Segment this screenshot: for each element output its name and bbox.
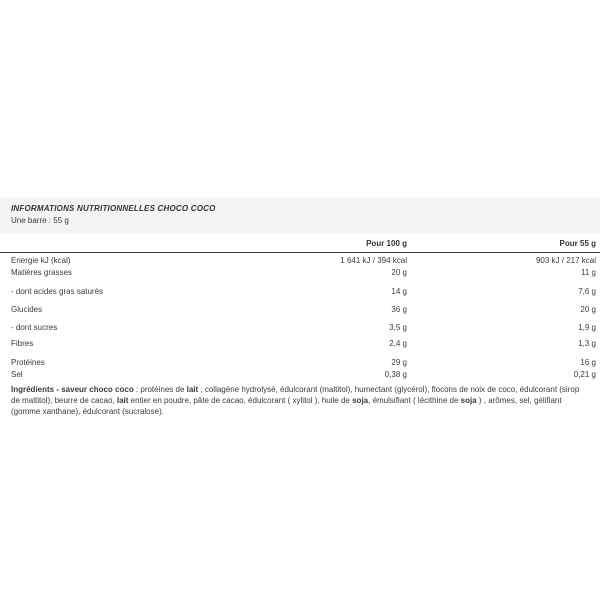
nutrition-content (0, 197, 600, 417)
row-value-per-100g: 29 g (391, 358, 407, 367)
row-label: - dont sucres (11, 323, 58, 332)
table-row-sugars (0, 316, 600, 334)
serving-size: Une barre : 55 g (11, 216, 69, 225)
table-row-protein (0, 350, 600, 369)
row-value-per-55g: 16 g (580, 358, 596, 367)
ingredient-segment: Ingrédients - saveur choco coco (11, 385, 134, 394)
nutrition-header-box (0, 197, 600, 233)
table-row-fat (0, 267, 600, 279)
table-header-row (0, 237, 600, 253)
row-value-per-100g: 1 641 kJ / 394 kcal (340, 256, 407, 265)
ingredient-segment: soja (460, 396, 477, 405)
row-value-per-100g: 0,38 g (384, 370, 407, 379)
table-row-fibre (0, 334, 600, 350)
ingredient-segment: entier en poudre, pâte de cacao, édulcorant ( xylitol ), huile de (128, 396, 353, 405)
table-row-energy (0, 253, 600, 268)
row-value-per-100g: 3,5 g (389, 323, 407, 332)
row-value-per-100g: 36 g (391, 305, 407, 314)
ingredient-segment: lait (186, 385, 199, 394)
row-value-per-55g: 0,21 g (573, 370, 596, 379)
nutrition-title: INFORMATIONS NUTRITIONNELLES CHOCO COCO (11, 204, 216, 213)
row-value-per-55g: 20 g (580, 305, 596, 314)
ingredient-segment: lait (116, 396, 129, 405)
row-label: Fibres (11, 339, 34, 348)
row-value-per-55g: 1,3 g (578, 339, 596, 348)
row-value-per-55g: 7,6 g (578, 287, 596, 296)
row-value-per-55g: 1,9 g (578, 323, 596, 332)
ingredients-paragraph (11, 384, 590, 417)
row-value-per-55g: 903 kJ / 217 kcal (535, 256, 596, 265)
row-label: Sel (11, 370, 23, 379)
ingredient-segment: , collagène hydrolysé, édulcorant (maltitol), humectant (glycérol), flocons de noix de coco, édulcorant (sirop de maltitol), beurre de cacao, (11, 385, 580, 405)
row-label: Protéines (11, 358, 45, 367)
ingredient-segment: , émulsifiant ( lécithine de (368, 396, 461, 405)
column-header-per-55g: Pour 55 g (407, 237, 600, 253)
ingredient-segment: : protéines de (133, 385, 187, 394)
ingredient-segment: soja (352, 396, 369, 405)
row-value-per-100g: 20 g (391, 268, 407, 277)
table-row-carbohydrates (0, 298, 600, 316)
row-value-per-55g: 11 g (581, 268, 596, 277)
table-row-salt (0, 369, 600, 381)
row-value-per-100g: 14 g (391, 287, 407, 296)
ingredient-segment: ) , arômes, sel, gélifiant (gomme xanthane), édulcorant (sucralose). (11, 396, 562, 416)
row-label: Glucides (11, 305, 43, 314)
column-header-per-100g: Pour 100 g (260, 237, 407, 253)
table-row-saturated-fat (0, 279, 600, 298)
row-label: Matières grasses (11, 268, 72, 277)
column-header-empty (0, 237, 260, 253)
nutrition-table (0, 237, 600, 381)
row-label: Energie kJ (kcal) (11, 256, 71, 265)
row-value-per-100g: 2,4 g (389, 339, 407, 348)
row-label: - dont acides gras saturés (11, 287, 104, 296)
